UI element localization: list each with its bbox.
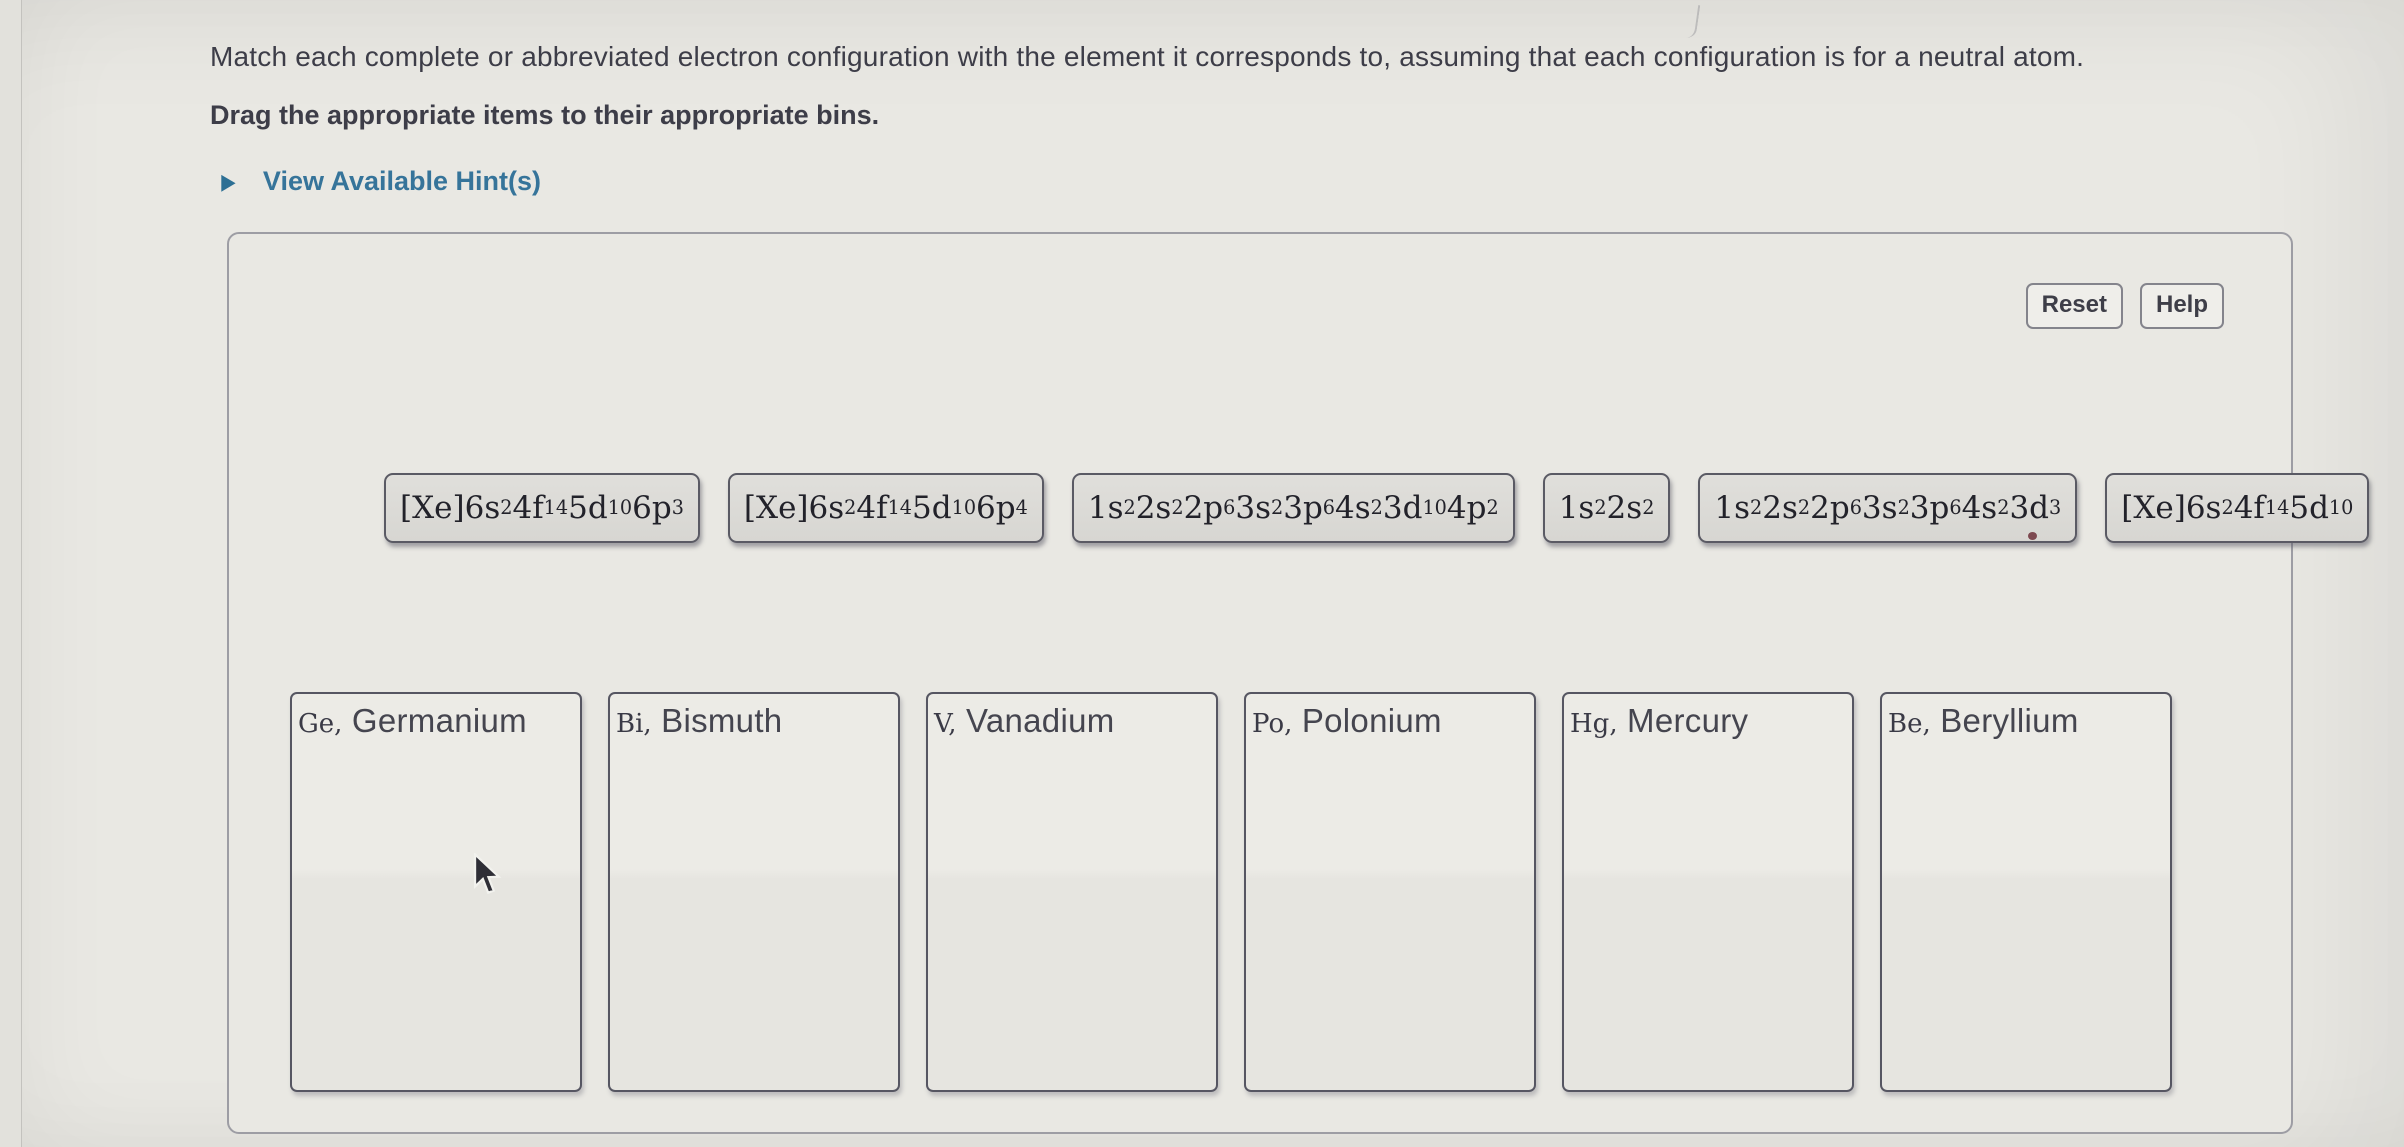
hint-expand-triangle-icon: ▶ (221, 168, 236, 194)
bin-label (1570, 702, 1846, 740)
bin-label (934, 702, 1210, 740)
hint-link-label: View Available Hint(s) (262, 166, 542, 196)
config-chip[interactable]: [Xe]6s 2 4f 14 5d 10 (2105, 473, 2369, 543)
drag-instruction: Drag the appropriate items to their appropriate bins. (210, 100, 880, 130)
element-name: Mercury (1617, 702, 1749, 739)
element-bin-mercury[interactable] (1562, 692, 1854, 1092)
element-bins-row (290, 692, 2172, 1092)
config-chip[interactable]: [Xe]6s 2 4f 14 5d 10 6p 3 (384, 473, 700, 543)
element-bin-bismuth[interactable] (608, 692, 900, 1092)
mouse-cursor-icon (472, 853, 506, 899)
element-bin-vanadium[interactable] (926, 692, 1218, 1092)
element-symbol: V, (934, 709, 957, 739)
element-name: Beryllium (1930, 702, 2079, 739)
config-chips-row (384, 473, 2369, 543)
config-chip[interactable]: 1s 2 2s 2 2p 6 3s 2 3p 6 4s 2 3d 10 4p 2 (1072, 473, 1515, 543)
element-bin-polonium[interactable] (1244, 692, 1536, 1092)
element-name: Polonium (1292, 702, 1442, 739)
activity-panel (227, 232, 2354, 1134)
config-chip[interactable]: 1s 2 2s 2 2p 6 3s 2 3p 6 4s 2 3d 3 (1698, 473, 2077, 543)
screen-speck-dot (2028, 532, 2037, 540)
photo-artifact-mark (1680, 3, 1701, 39)
toolbar (2026, 283, 2224, 329)
bin-label (616, 702, 892, 740)
bin-label (1888, 702, 2164, 740)
element-name: Vanadium (956, 702, 1115, 739)
screen-left-edge (0, 0, 22, 1147)
element-symbol: Hg, (1570, 709, 1618, 739)
config-chip[interactable]: [Xe]6s 2 4f 14 5d 10 6p 4 (728, 473, 1044, 543)
view-hints-link[interactable] (220, 166, 541, 197)
question-prompt: Match each complete or abbreviated electron configuration with the element it corresponds to, assuming that each configuration is for a neutral atom. (210, 41, 2085, 72)
element-symbol: Be, (1888, 709, 1931, 739)
element-bin-beryllium[interactable] (1880, 692, 2172, 1092)
reset-button[interactable]: Reset (2026, 283, 2123, 329)
element-bin-germanium[interactable] (290, 692, 582, 1092)
bin-label (298, 702, 574, 740)
config-chip[interactable]: 1s 2 2s 2 (1543, 473, 1671, 543)
help-button[interactable]: Help (2140, 283, 2224, 329)
element-name: Germanium (342, 702, 527, 739)
bin-label (1252, 702, 1528, 740)
element-symbol: Ge, (298, 709, 343, 739)
element-name: Bismuth (651, 702, 783, 739)
element-symbol: Po, (1252, 709, 1293, 739)
element-symbol: Bi, (616, 709, 652, 739)
